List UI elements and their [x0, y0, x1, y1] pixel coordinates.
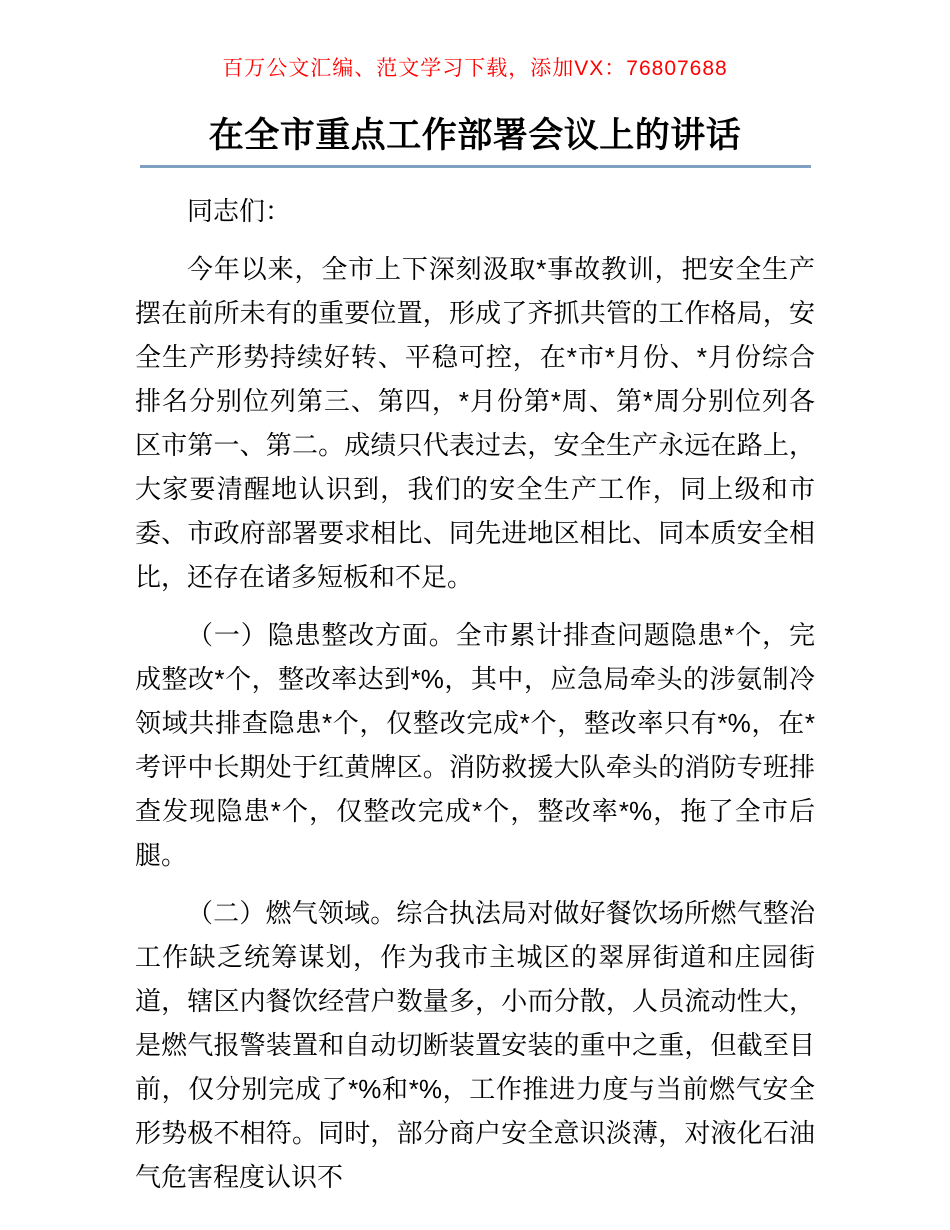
promo-banner-text: 百万公文汇编、范文学习下载，添加VX：76807688 — [222, 57, 728, 80]
document-title: 在全市重点工作部署会议上的讲话 — [208, 116, 742, 155]
title-block — [140, 108, 811, 168]
paragraph-overview: 今年以来，全市上下深刻汲取*事故教训，把安全生产摆在前所未有的重要位置，形成了齐抓共管的工作格局，安全生产形势持续好转、平稳可控，在*市*月份、*月份综合排名分别位列第三、第四，*月份第*周、第*周分别位列各区市第一、第二。成绩只代表过去，安全生产永远在路上，大家要清醒地认识到，我们的安全生产工作，同上级和市委、市政府部署要求相比、同先进地区相比、同本质安全相比，还存在诸多短板和不足。 — [135, 254, 815, 592]
promo-banner — [0, 0, 950, 82]
salutation: 同志们： — [187, 196, 292, 226]
paragraph-section-1: （一）隐患整改方面。全市累计排查问题隐患*个，完成整改*个，整改率达到*%，其中，应急局牵头的涉氨制冷领域共排查隐患*个，仅整改完成*个，整改率只有*%，在*考评中长期处于红黄牌区。消防救援大队牵头的消防专班排查发现隐患*个，仅整改完成*个，整改率*%，拖了全市后腿。 — [135, 620, 815, 870]
paragraph-section-2: （二）燃气领域。综合执法局对做好餐饮场所燃气整治工作缺乏统筹谋划，作为我市主城区的翠屏街道和庄园街道，辖区内餐饮经营户数量多，小而分散，人员流动性大，是燃气报警装置和自动切断装置安装的重中之重，但截至目前，仅分别完成了*%和*%，工作推进力度与当前燃气安全形势极不相符。同时，部分商户安全意识淡薄，对液化石油气危害程度认识不 — [135, 898, 815, 1192]
document-body — [135, 189, 815, 1199]
